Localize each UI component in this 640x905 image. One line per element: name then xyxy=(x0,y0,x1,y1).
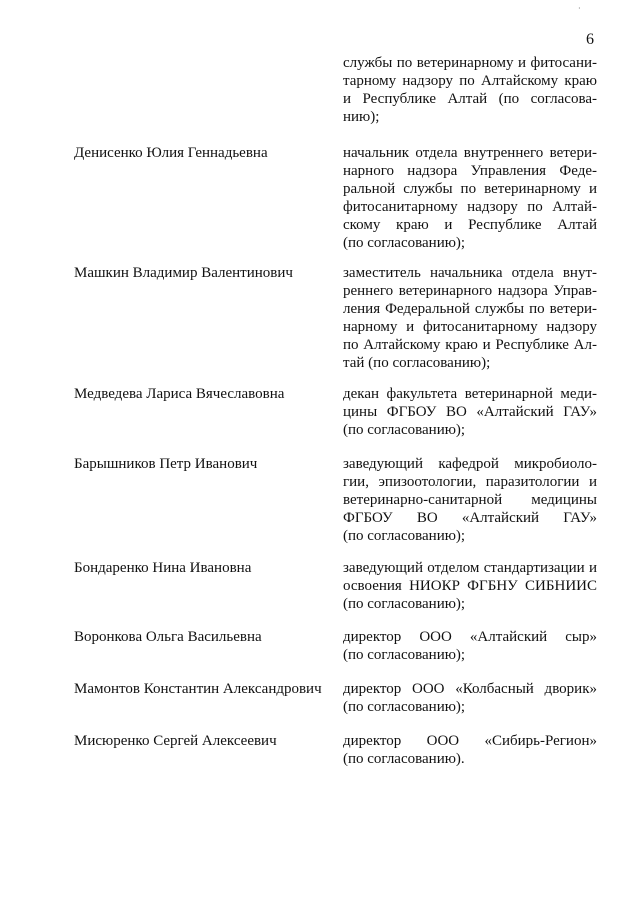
role-line: (по согласованию); xyxy=(343,235,466,251)
role-line: тарному надзору по Алтайскому краю xyxy=(343,73,597,89)
member-role xyxy=(343,680,597,716)
role-line: нарному и фитосанитарному надзору xyxy=(343,319,597,335)
role-line: скому краю и Республике Алтай xyxy=(343,217,597,233)
member-role xyxy=(343,54,597,126)
role-line: и Республике Алтай (по согласова- xyxy=(343,91,597,107)
role-line: заместитель начальника отдела внут- xyxy=(343,265,597,281)
role-line: тай (по согласованию); xyxy=(343,355,491,371)
role-line: директор ООО «Сибирь-Регион» xyxy=(343,733,597,749)
page-number: 6 xyxy=(586,31,594,48)
role-line: заведующий кафедрой микробиоло- xyxy=(343,456,597,472)
role-line: (по согласованию); xyxy=(343,596,466,612)
role-line: (по согласованию). xyxy=(343,751,465,767)
member-role xyxy=(343,264,597,372)
member-name: Денисенко Юлия Геннадьевна xyxy=(74,145,268,161)
member-name: Мисюренко Сергей Алексеевич xyxy=(74,733,277,749)
role-line: (по согласованию); xyxy=(343,422,466,438)
role-line: нию); xyxy=(343,109,380,125)
role-line: директор ООО «Колбасный дворик» xyxy=(343,681,597,697)
role-line: декан факультета ветеринарной меди- xyxy=(343,386,597,402)
role-line: нарного надзора Управления Феде- xyxy=(343,163,597,179)
member-name: Мамонтов Константин Александрович xyxy=(74,681,322,697)
role-line: (по согласованию); xyxy=(343,528,466,544)
role-line: директор ООО «Алтайский сыр» xyxy=(343,629,597,645)
member-role xyxy=(343,559,597,613)
member-role xyxy=(343,732,597,768)
corner-mark: · xyxy=(578,4,581,13)
role-line: ральной службы по ветеринарному и xyxy=(343,181,597,197)
member-name: Машкин Владимир Валентинович xyxy=(74,265,293,281)
role-line: ветеринарно-санитарной медицины xyxy=(343,492,597,508)
member-name: Медведева Лариса Вячеславовна xyxy=(74,386,285,402)
member-name: Бондаренко Нина Ивановна xyxy=(74,560,252,576)
role-line: заведующий отделом стандартизации и xyxy=(343,560,597,576)
member-name: Воронкова Ольга Васильевна xyxy=(74,629,262,645)
role-line: (по согласованию); xyxy=(343,699,466,715)
role-line: ления Федеральной службы по ветери- xyxy=(343,301,597,317)
role-line: освоения НИОКР ФГБНУ СИБНИИС xyxy=(343,578,597,594)
role-line: гии, эпизоотологии, паразитологии и xyxy=(343,474,597,490)
role-line: цины ФГБОУ ВО «Алтайский ГАУ» xyxy=(343,404,597,420)
member-role xyxy=(343,455,597,545)
member-name: Барышников Петр Иванович xyxy=(74,456,258,472)
role-line: фитосанитарному надзору по Алтай- xyxy=(343,199,597,215)
role-line: реннего ветеринарного надзора Управ- xyxy=(343,283,597,299)
member-role xyxy=(343,628,597,664)
role-line: ФГБОУ ВО «Алтайский ГАУ» xyxy=(343,510,597,526)
role-line: по Алтайскому краю и Республике Ал- xyxy=(343,337,597,353)
member-role xyxy=(343,144,597,252)
role-line: службы по ветеринарному и фитосани- xyxy=(343,55,597,71)
member-role xyxy=(343,385,597,439)
role-line: (по согласованию); xyxy=(343,647,466,663)
role-line: начальник отдела внутреннего ветери- xyxy=(343,145,597,161)
